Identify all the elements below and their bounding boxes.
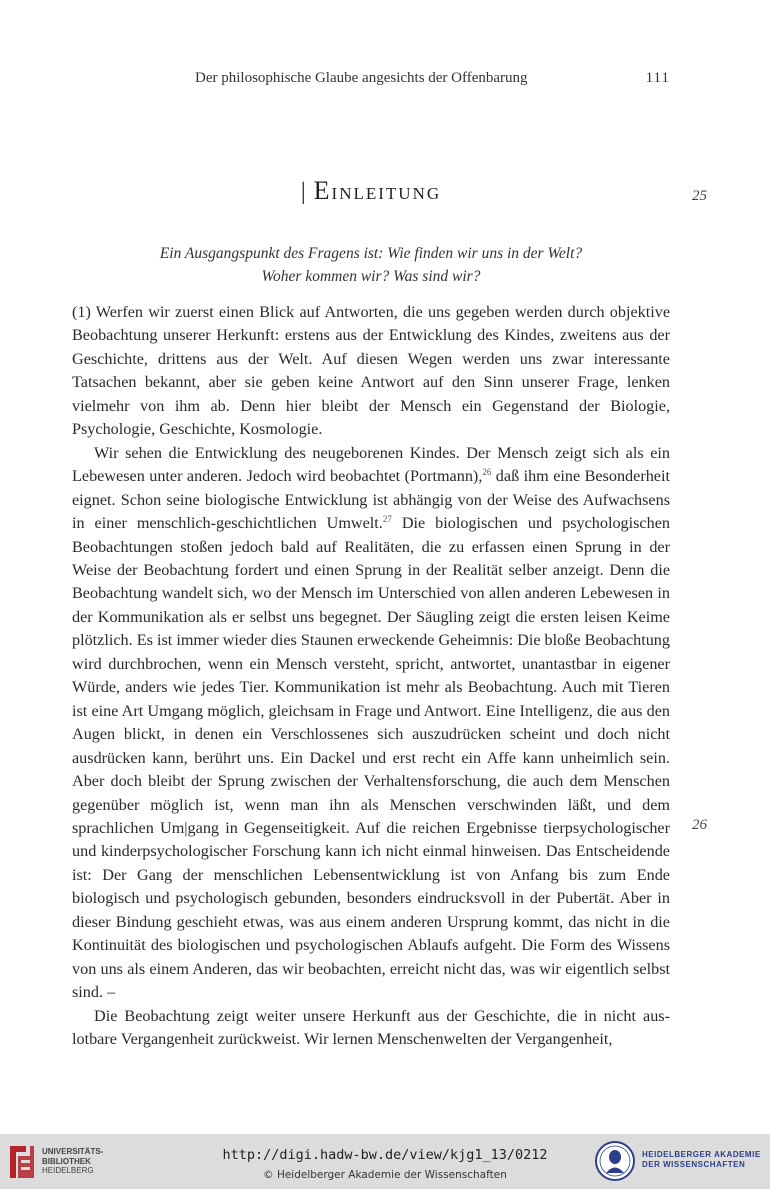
academy-line: DER WISSENSCHAFTEN bbox=[642, 1160, 746, 1169]
academy-line: HEIDELBERGER AKADEMIE bbox=[642, 1150, 761, 1159]
chapter-heading bbox=[0, 176, 742, 206]
page-number: 111 bbox=[645, 70, 670, 86]
ub-line: HEIDELBERG bbox=[42, 1166, 94, 1175]
paragraph: Die Beobachtung zeigt weiter unsere Herkunft aus der Geschichte, die in nicht auslotbare Vergangenheit zurückweist. Wir lernen Menschenwelten der Vergangenheit, bbox=[72, 1006, 670, 1049]
motto bbox=[72, 242, 670, 288]
paragraph: (1) Werfen wir zuerst einen Blick auf Antworten, die uns gegeben werden durch objektive Beobachtung unserer Herkunft: erstens aus der Entwicklung des Kindes, zweitens aus der Geschichte, drittens aus der Welt. Auf diesen Wegen werden uns zwar interessante Tatsachen bekannt, aber sie geben keine Antwort auf den Sinn unserer Frage, lenken vielmehr von ihm ab. Denn hier bleibt der Mensch ein Gegenstand der Biologie, Psychologie, Geschichte, Kosmologie. bbox=[72, 303, 670, 439]
paragraph-text: Wir sehen die Entwicklung des neugeborenen Kindes. Der Mensch zeigt sich als ein Lebewesen unter anderen. Jedoch wird beobachtet (Portmann), bbox=[72, 443, 670, 486]
ub-line: BIBLIOTHEK bbox=[42, 1156, 91, 1166]
body-text bbox=[72, 301, 670, 1052]
academy-name[interactable] bbox=[642, 1150, 761, 1170]
footnote-ref[interactable]: 27 bbox=[382, 514, 392, 525]
page-break-marker: | bbox=[300, 179, 308, 205]
margin-page-number: 26 bbox=[692, 817, 707, 833]
running-title: Der philosophische Glaube angesichts der Offenbarung bbox=[195, 70, 528, 86]
permalink-url[interactable]: http://digi.hadw-bw.de/view/kjg1_13/0212 bbox=[222, 1147, 548, 1163]
ub-line: UNIVERSITÄTS- bbox=[42, 1147, 104, 1156]
paragraph-text: daß ihm eine Besonderheit eignet. Schon seine biologische Entwicklung ist abhängig von der Weise des Aufwachsens in einer menschlich-geschichtlichen Umwelt. bbox=[72, 467, 670, 533]
chapter-title-rest: inleitung bbox=[331, 179, 442, 205]
margin-page-number: 25 bbox=[692, 188, 707, 204]
paragraph bbox=[72, 442, 670, 1005]
chapter-title-initial: E bbox=[313, 176, 332, 205]
paragraph-text: Die biologischen und psychologischen Beobachtungen stoßen jedoch bald auf Realitäten, die zu erfassen einen Sprung in der Weise der Beobachtung fordert und einen Sprung in der Realität selber anzeigt. Denn die Beobachtung wandelt sich, wo der Mensch im Unterschied von allen anderen Lebewesen in der Kommunikation als er selbst uns begegnet. Der Säugling zeigt die ersten leisen Keime plötzlich. Es ist immer wieder dies Staunen erweckende Geheimnis: Die bloße Beobachtung wird durchbrochen, wenn ein Mensch versteht, spricht, antwortet, unantastbar in eigener Würde, anders wie jedes Tier. Kommunikation ist mehr als Beobachtung. Auch mit Tieren ist eine Art Umgang möglich, gleichsam in Frage und Antwort. Eine Intelligenz, die aus den Augen blickt, in denen ein Verschlossenes sich auszudrücken scheint und doch nicht ausdrücken kann, berührt uns. Ein Dackel und erst recht ein Affe kann unheimlich sein. Aber doch bleibt der Sprung zwischen der Verhaltensforschung, die auch dem Menschen gegenüber möglich ist, wenn man ihn als Menschen verschwinden läßt, und dem sprachlichen Um|gang in Gegenseitigkeit. Auf die reichen Ergebnisse tierpsychologischer und kinderpsychologischer Forschung kann ich nicht einmal hinweisen. Das Entscheidende ist: Der Gang der menschlichen Lebensentwicklung ist von Anfang bis zum Ende biologisch und psychologisch gebunden, besonders eindrucksvoll in der Pubertät. Aber in dieser Bindung geschieht etwas, was aus einem anderen Ursprung kommt, das nicht in die Kontinuität des biologischen und psychologischen Ablaufs aufgeht. Die Form des Wissens von uns als einem Anderen, das wir beobachten, erreicht nicht das, was wir eigentlich selbst sind. – bbox=[72, 514, 670, 1002]
footnote-ref[interactable]: 26 bbox=[482, 467, 492, 478]
academy-seal-icon[interactable] bbox=[594, 1140, 636, 1182]
motto-line: Woher kommen wir? Was sind wir? bbox=[261, 268, 481, 285]
footer-bar bbox=[0, 1134, 770, 1189]
copyright-notice: © Heidelberger Akademie der Wissenschaften bbox=[263, 1169, 507, 1181]
motto-line: Ein Ausgangspunkt des Fragens ist: Wie finden wir uns in der Welt? bbox=[159, 245, 583, 262]
